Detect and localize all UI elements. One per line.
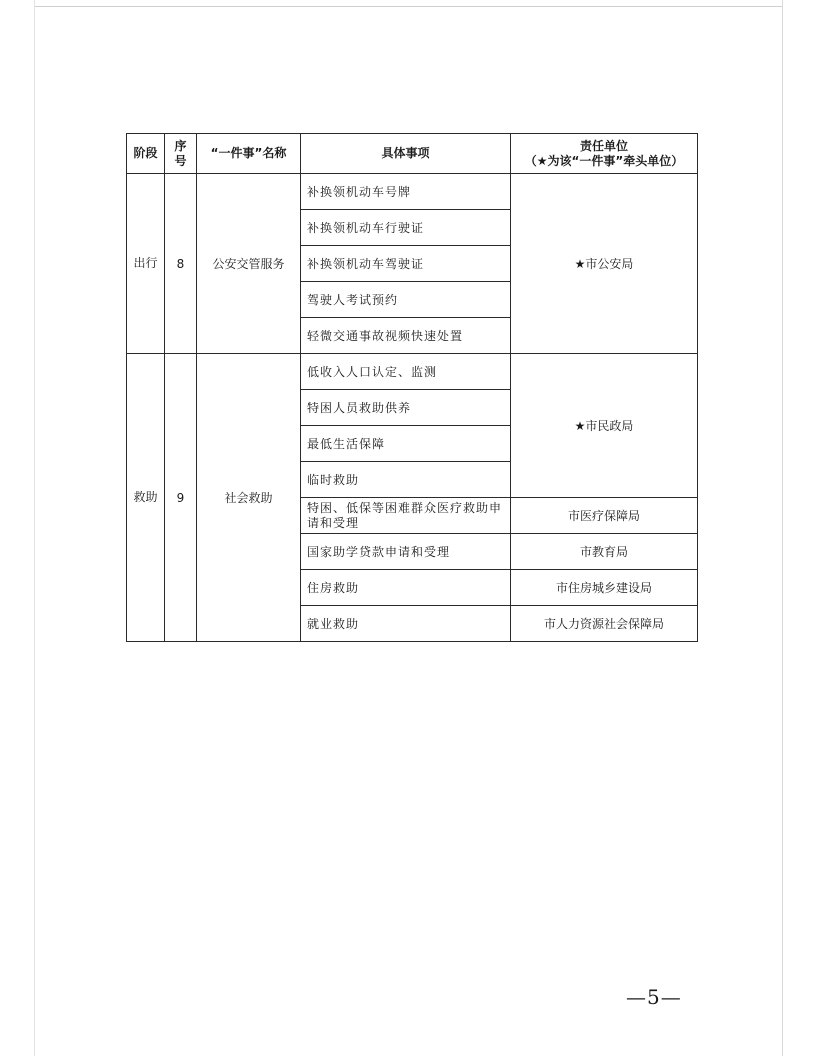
header-stage: 阶段 bbox=[127, 134, 165, 174]
page-edge-left bbox=[34, 0, 35, 1056]
item-cell: 国家助学贷款申请和受理 bbox=[301, 534, 511, 570]
item-cell: 补换领机动车号牌 bbox=[301, 174, 511, 210]
item-cell: 补换领机动车行驶证 bbox=[301, 210, 511, 246]
stage-cell: 救助 bbox=[127, 354, 165, 642]
seq-cell: 9 bbox=[165, 354, 197, 642]
header-name: “一件事”名称 bbox=[197, 134, 301, 174]
item-cell: 特困人员救助供养 bbox=[301, 390, 511, 426]
header-unit bbox=[511, 134, 698, 174]
header-unit-line2: （★为该“一件事”牵头单位） bbox=[524, 153, 684, 168]
matter-name-cell: 社会救助 bbox=[197, 354, 301, 642]
service-matrix-table bbox=[126, 133, 698, 642]
header-seq: 序号 bbox=[165, 134, 197, 174]
table-header-row bbox=[127, 134, 698, 174]
unit-cell: ★市民政局 bbox=[511, 354, 698, 498]
item-cell: 特困、低保等困难群众医疗救助申请和受理 bbox=[301, 498, 511, 534]
page-edge-right bbox=[782, 0, 783, 1056]
page-number: —5— bbox=[626, 985, 682, 1009]
item-cell: 驾驶人考试预约 bbox=[301, 282, 511, 318]
item-cell: 补换领机动车驾驶证 bbox=[301, 246, 511, 282]
item-cell: 轻微交通事故视频快速处置 bbox=[301, 318, 511, 354]
unit-cell: ★市公安局 bbox=[511, 174, 698, 354]
page-edge-top bbox=[34, 0, 782, 7]
unit-cell: 市人力资源社会保障局 bbox=[511, 606, 698, 642]
stage-cell: 出行 bbox=[127, 174, 165, 354]
table-row bbox=[127, 174, 698, 210]
table-row bbox=[127, 354, 698, 390]
item-cell: 临时救助 bbox=[301, 462, 511, 498]
header-item: 具体事项 bbox=[301, 134, 511, 174]
item-cell: 住房救助 bbox=[301, 570, 511, 606]
unit-cell: 市医疗保障局 bbox=[511, 498, 698, 534]
matter-name-cell: 公安交管服务 bbox=[197, 174, 301, 354]
seq-cell: 8 bbox=[165, 174, 197, 354]
unit-cell: 市住房城乡建设局 bbox=[511, 570, 698, 606]
unit-cell: 市教育局 bbox=[511, 534, 698, 570]
header-unit-line1: 责任单位 bbox=[579, 138, 628, 153]
item-cell: 就业救助 bbox=[301, 606, 511, 642]
item-cell: 最低生活保障 bbox=[301, 426, 511, 462]
item-cell: 低收入人口认定、监测 bbox=[301, 354, 511, 390]
